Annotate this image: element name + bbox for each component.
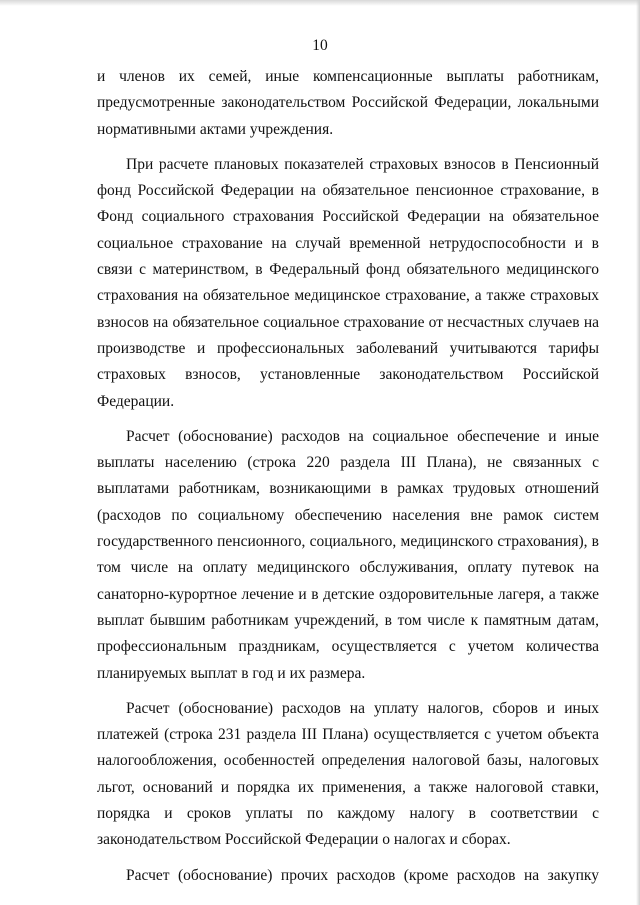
document-body bbox=[97, 64, 599, 898]
scan-edge-top bbox=[0, 0, 640, 6]
paragraph-insurance-contributions: При расчете плановых показателей страховых взносов в Пенсионный фонд Российской Федерации на обязательное пенсионное страхование, в Фонд социального страхования Российской Федерации на обязательное социальное страхование на случай временной нетрудоспособности и в связи с материнством, в Федеральный фонд обязательного медицинского страхования на обязательное медицинское страхование, а также страховых взносов на обязательное социальное страхование от несчастных случаев на производстве и профессиональных заболеваний учитываются тарифы страховых взносов, установленные законодательством Российской Федерации. bbox=[97, 155, 599, 410]
paragraph-continuation: и членов их семей, иные компенсационные выплаты работникам, предусмотренные законодательством Российской Федерации, локальными нормативными актами учреждения. bbox=[97, 68, 599, 138]
paragraph-other-expenses: Расчет (обоснование) прочих расходов (кроме расходов на закупку bbox=[126, 866, 599, 884]
page-number: 10 bbox=[312, 37, 328, 54]
paragraph-tax-payments: Расчет (обоснование) расходов на уплату налогов, сборов и иных платежей (строка 231 раздела III Плана) осуществляется с учетом объекта налогообложения, особенностей определения налоговой базы, налоговых льгот, оснований и порядка их применения, а также налоговой ставки, порядка и сроков уплаты по каждому налогу в соответствии с законодательством Российской Федерации о налогах и сборах. bbox=[97, 699, 599, 849]
scan-edge-right bbox=[636, 0, 640, 905]
paragraph-social-security-expenses: Расчет (обоснование) расходов на социальное обеспечение и иные выплаты населению (строка 220 раздела III Плана), не связанных с выплатами работникам, возникающими в рамках трудовых отношений (расходов по социальному обеспечению населения вне рамок систем государственного пенсионного, социального, медицинского страхования), в том числе на оплату медицинского обслуживания, оплату путевок на санаторно-курортное лечение и в детские оздоровительные лагеря, а также выплат бывшим работникам учреждений, в том числе к памятным датам, профессиональным праздникам, осуществляется с учетом количества планируемых выплат в год и их размера. bbox=[97, 427, 599, 682]
